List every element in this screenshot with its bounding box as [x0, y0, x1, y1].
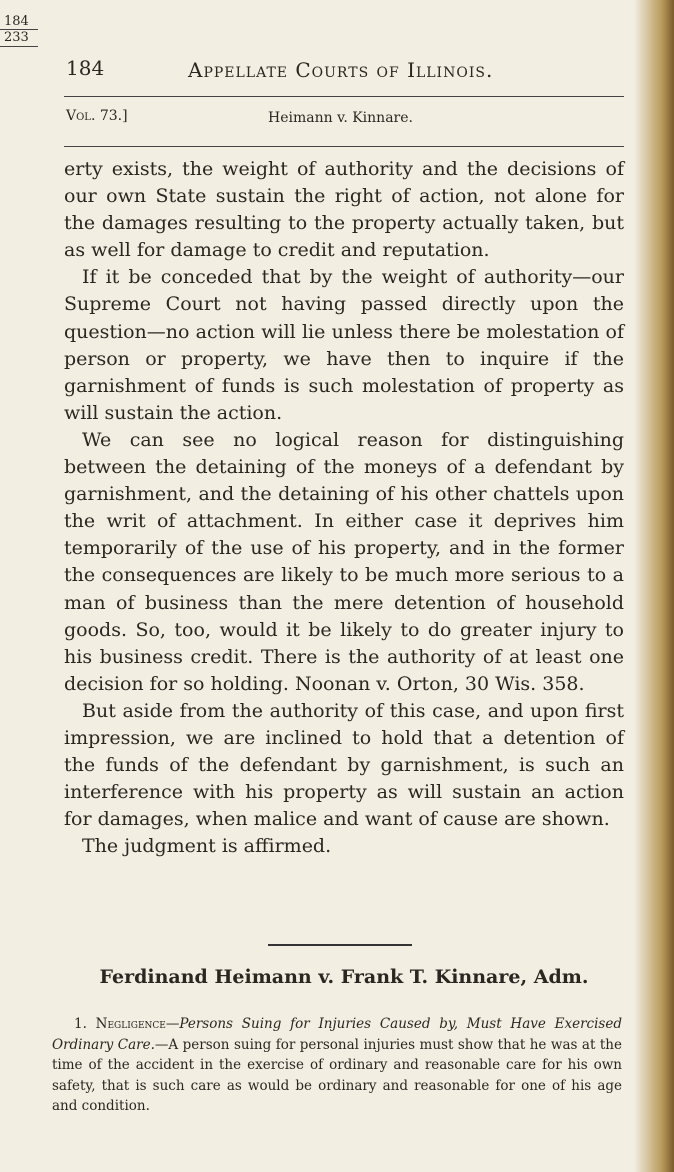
margin-reference-1: 184	[4, 14, 29, 29]
paragraph-3: We can see no logical reason for distinguishing between the detaining of the moneys of a defendant by garnishment, and the detaining of his other chattels upon the writ of attachment. In either case it deprives him temporarily of the use of his property, and in the former the consequences are likely to be much more serious to a man of business than the mere detention of household goods. So, too, would it be likely to do greater injury to his business credit. There is the authority of at least one decision for so holding. Noonan v. Orton, 30 Wis. 358.	[64, 428, 624, 695]
syllabus-dash: —	[165, 1016, 180, 1032]
paragraph-4: But aside from the authority of this case, and upon first impression, we are inclined to hold that a detention of the funds of the defendant by garnishment, is such an interference with his property as will sustain an action for damages, when malice and want of cause are shown.	[64, 699, 624, 831]
paragraph-1: erty exists, the weight of authority and the decisions of our own State sustain the right of action, not alone for the damages resulting to the property actually taken, but as well for damage to credit and reputation.	[64, 158, 624, 262]
header-rule-bottom	[64, 146, 624, 147]
volume-label: Vol. 73.]	[66, 108, 128, 124]
page-edge-shadow	[634, 0, 674, 1172]
syllabus-headnote: Persons Suing for Injuries Caused by, Must Have Exercised Ordinary Care.	[52, 1016, 622, 1053]
syllabus-number: 1.	[74, 1016, 87, 1032]
margin-reference-rule-2	[0, 46, 38, 47]
syllabus-text: —A person suing for personal injuries must show that he was at the time of the accident in the exercise of ordinary and reasonable care for his own safety, that is such care as would be ordinary and reasonable for one of his age and condition.	[52, 1036, 622, 1114]
syllabus-keyword: Negligence	[95, 1016, 166, 1032]
paragraph-5: The judgment is affirmed.	[82, 835, 332, 858]
section-separator	[268, 944, 412, 946]
syllabus-note	[52, 1014, 622, 1117]
opinion-text	[64, 156, 624, 860]
page-number: 184	[66, 56, 105, 80]
header-rule-top	[64, 96, 624, 97]
paragraph-2: If it be conceded that by the weight of authority—our Supreme Court not having passed directly upon the question—no action will lie unless there be molestation of person or property, we have then to inquire if the garnishment of funds is such molestation of property as will sustain the action.	[64, 266, 624, 424]
next-case-title: Ferdinand Heimann v. Frank T. Kinnare, Adm.	[99, 966, 589, 988]
margin-reference-2: 233	[4, 30, 29, 45]
case-header: Heimann v. Kinnare.	[268, 110, 413, 126]
running-head: Appellate Courts of Illinois.	[188, 58, 494, 82]
